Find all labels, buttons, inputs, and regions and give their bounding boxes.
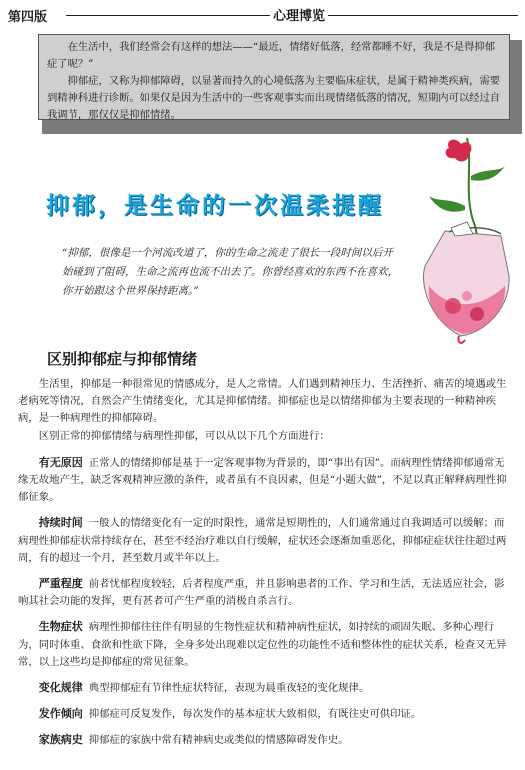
criterion-item <box>18 514 512 567</box>
intro-para-1: 在生活中，我们经常会有这样的想法——“最近，情绪好低落，经常都睡不好，我是不是得抑郁症了呢？” <box>47 41 496 70</box>
criterion-text: 抑郁症可反复发作，每次发作的基本症状大致相似，有既往史可供印证。 <box>88 708 422 721</box>
section-title: 区别抑郁症与抑郁情绪 <box>47 350 198 368</box>
criterion-text: 一般人的情绪变化有一定的时限性，通常是短期性的，人们通常通过自我调适可以缓解；而病理性抑郁症状常持续存在，甚至不经治疗难以自行缓解，症状还会逐渐加重恶化，抑郁症症状往往超过两周，有的超过一个月，甚至数月或半年以上。 <box>18 517 507 564</box>
column-title: 心理博览 <box>270 5 328 24</box>
criterion-text: 典型抑郁症有节律性症状特征，表现为晨重夜轻的变化规律。 <box>88 682 370 695</box>
criterion-term: 家族病史 <box>38 733 83 747</box>
criterion-text: 抑郁症的家族中常有精神病史或类似的情感障碍发作史。 <box>88 734 349 747</box>
criterion-term: 变化规律 <box>38 681 83 695</box>
article-body <box>18 376 512 758</box>
criterion-item <box>18 575 512 610</box>
criterion-text: 病理性抑郁往往伴有明显的生物性症状和精神病性症状，如持续的顽固失眠、多种心理行为，同时体重、食欲和性欲下降，全身多处出现难以定位性的功能性不适和整体性的症状关系，检查又无异常，以上这些均是抑郁症的常见征象。 <box>18 621 507 668</box>
criterion-item <box>18 618 512 671</box>
criterion-text: 前者忧郁程度较轻，后者程度严重，并且影响患者的工作、学习和生活，无法适应社会，影响其社会功能的发挥，更有甚者可产生严重的消极自杀言行。 <box>18 578 505 608</box>
criterion-term: 严重程度 <box>38 577 83 591</box>
rose-in-bag-illustration <box>415 136 515 348</box>
intro-box <box>38 34 510 120</box>
pull-quote: “抑郁，很像是一个河流改道了，你的生命之流走了很长一段时间以后开始碰到了阻碍，生命之流再也流不出去了。你曾经喜欢的东西不在喜欢，你开始跟这个世界保持距离。” <box>62 247 398 297</box>
page-header <box>8 6 518 24</box>
criterion-item <box>18 679 512 697</box>
intro-para-2: 抑郁症，又称为抑郁障碍，以显著而持久的心境低落为主要临床症状，是属于精神类疾病，需要到精神科进行诊断。如果仅是因为生活中的一些客观事实而出现情绪低落的情况，短期内可以经过自我调节，那仅仅是抑郁情绪。 <box>47 75 501 121</box>
criterion-item <box>18 705 512 723</box>
body-para-2: 区别正常的抑郁情绪与病理性抑郁，可以从以下几个方面进行： <box>38 429 330 442</box>
criterion-item <box>18 731 512 749</box>
criterion-term: 发作倾向 <box>38 707 83 721</box>
criterion-text: 正常人的情绪抑郁是基于一定客观事物为背景的，即“事出有因”。而病理性情绪抑郁通常无缘无故地产生，缺乏客观精神应激的条件，或者虽有不良因素，但是“小题大做”，不足以真正解释病理性抑郁征象。 <box>18 456 507 504</box>
issue-label: 第四版 <box>8 10 48 25</box>
criterion-term: 持续时间 <box>38 516 83 530</box>
criterion-term: 生物症状 <box>38 620 83 634</box>
body-para-1: 生活里，抑郁是一种很常见的情感成分，是人之常情。人们遇到精神压力、生活挫折、痛苦的境遇或生老病死等情况，自然会产生情绪变化，尤其是抑郁情绪。抑郁症也是以情绪抑郁为主要表现的一种精神疾病，是一种病理性的抑郁障碍。 <box>18 378 507 425</box>
criterion-term: 有无原因 <box>38 455 83 469</box>
banner-headline: 抑郁，是生命的一次温柔提醒 <box>46 193 384 219</box>
criterion-item <box>18 454 512 507</box>
